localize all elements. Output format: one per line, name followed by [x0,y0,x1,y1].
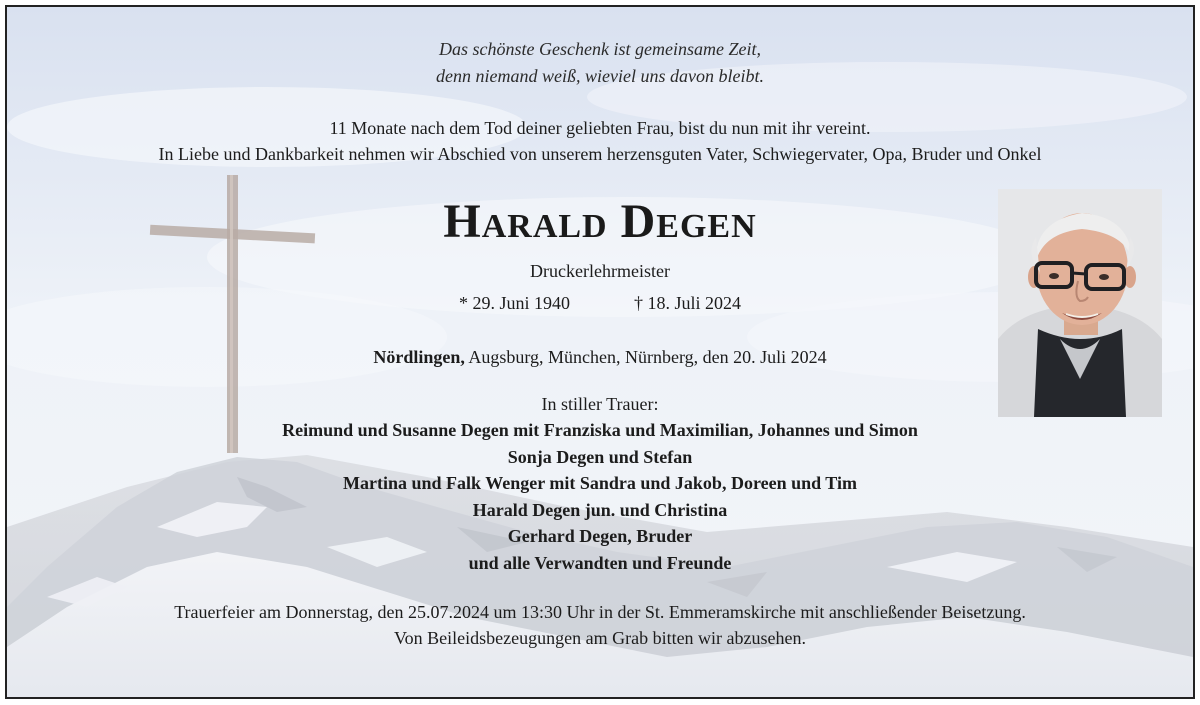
mourner-line: und alle Verwandten und Freunde [468,552,732,573]
mourner-line: Reimund und Susanne Degen mit Franziska und Maximilian, Johannes und Simon [282,420,918,440]
place-primary: Nördlingen, [373,347,465,367]
obituary-notice [5,5,1195,699]
place-rest: Augsburg, München, Nürnberg, den 20. Juli 2024 [464,347,827,367]
mourner-line: Gerhard Degen, Bruder [507,526,693,546]
service-line-1: Trauerfeier am Donnerstag, den 25.07.2024 um 13:30 Uhr in der St. Emmeramskirche mit anschließender Beisetzung. [174,602,1026,622]
mourner-line: Sonja Degen und Stefan [507,446,693,467]
quote [7,36,1193,90]
portrait-photo [998,189,1162,417]
intro-text [7,115,1193,167]
intro-line-2: In Liebe und Dankbarkeit nehmen wir Abschied von unserem herzensguten Vater, Schwiegervater, Opa, Bruder und Onkel [158,144,1042,164]
deceased-profession: Druckerlehrmeister [530,261,670,281]
mourning-heading: In stiller Trauer: [541,394,659,414]
deceased-name: Harald Degen [443,195,757,248]
quote-line-1: Das schönste Geschenk ist gemeinsame Zeit, [439,39,761,59]
mourner-line: Harald Degen jun. und Christina [472,499,728,520]
birth-date: * 29. Juni 1940 [458,293,570,313]
mourners-list [7,417,1193,576]
portrait-icon [998,189,1162,417]
mourner-line: Martina und Falk Wenger mit Sandra und Jakob, Doreen und Tim [343,473,857,493]
funeral-service-info [7,599,1193,651]
intro-line-1: 11 Monate nach dem Tod deiner geliebten Frau, bist du nun mit ihr vereint. [329,118,871,138]
death-date: † 18. Juli 2024 [634,293,742,313]
service-line-2: Von Beileidsbezeugungen am Grab bitten wir abzusehen. [393,628,807,648]
quote-line-2: denn niemand weiß, wieviel uns davon bleibt. [436,66,764,86]
